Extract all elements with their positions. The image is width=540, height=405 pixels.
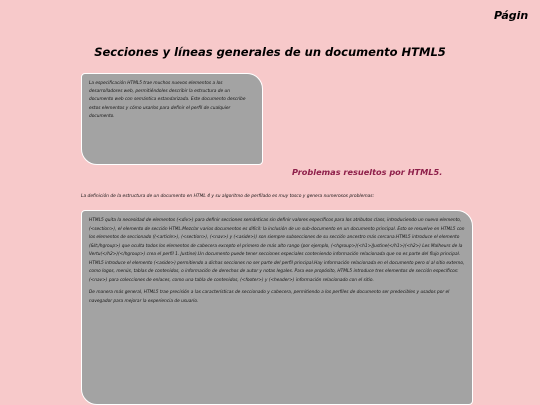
intro-text: La especificación HTML5 trae muchos nuevos elementos a los desarrolladores web, permitiéndoles describir la estructura de un documento web con semántica estandarizada. Este documento describe estos elementos y cómo usarlos para definir el perfil de cualquier documento.	[89, 81, 246, 119]
section-heading: Problemas resueltos por HTML5.	[292, 167, 443, 177]
problems-box	[81, 210, 473, 405]
main-heading: Secciones y líneas generales de un documento HTML5	[94, 45, 446, 59]
description-text: La definición de la estructura de un documento en HTML 4 y su algoritmo de perfilado es muy tosco y genera numerosos problemas:	[81, 194, 375, 199]
page-title: Págin	[494, 9, 529, 22]
problems-paragraph-1: HTML5 quita la necesidad de elementos (<div>) para definir secciones semánticas sin definir valores específicos para los atributos class, introduciendo un nuevo elemento, (<section>), el elemento de sección HTML.Mezclar varios documentos es difícil: la inclusión de un sub-documento en un documento principal. Esto se resuelve en HTML5 con los elementos de seccionado ((<article>), (<section>), (<nav>) y (<aside>)) son siempre subsecciones de su sección ancestro más cercana.HTML5 introduce el elemento (&lt;/hgroup>) que oculta todos los elementos de cabecera excepto el primero de más alto rango (por ejemplo, (<hgroup>)(<h1>)Justine(</h1>)(<h2>) Les Malheurs de la Vertu(</h2>)(</hgroup>) crea el perfil 1. Justine).Un documento puede tener secciones especiales conteniendo información relacionada que no es parte del flujo principal. HTML5 introduce el elemento (<aside>) permitiendo a dichas secciones no ser parte del perfil principal.Hay información relacionada en el documento pero sí al sitio externo, como logos, menús, tablas de contenidos, o información de derechos de autor y notas legales. Para ese propósito, HTML5 introduce tres elementos de sección específicos: (<nav>) para colecciones de enlaces, como una tabla de contenidos, (<footer>) y (<header>) información relacionado con el sitio.	[89, 218, 465, 283]
problems-paragraph-2: De manera más general, HTML5 trae precisión a las características de seccionado y cabecera, permitiendo a los perfiles de documento ser predecibles y usados por el navegador para mejorar la experiencia de usuario.	[89, 290, 450, 304]
intro-box	[81, 73, 263, 165]
